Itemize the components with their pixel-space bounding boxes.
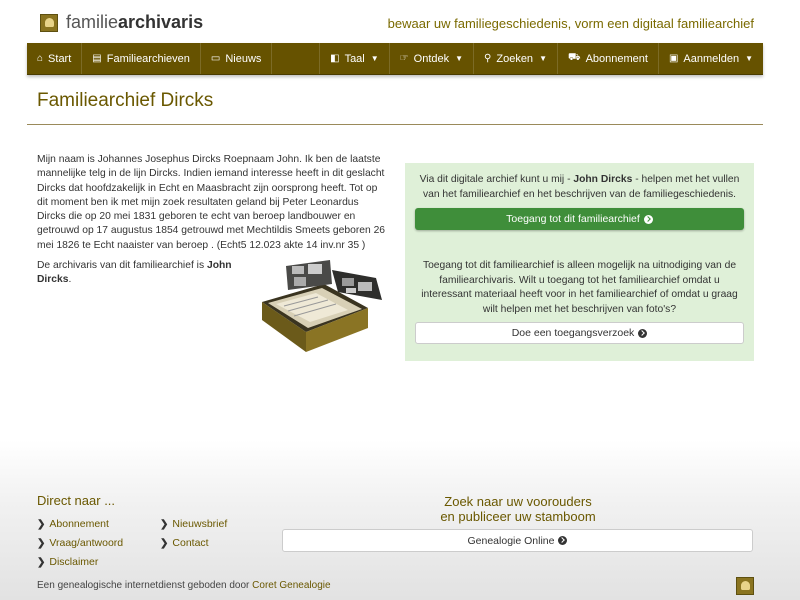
invitation-text: Toegang tot dit familiearchief is alleen mogelijk na uitnodiging van de familiearchivaris. Wilt u toegang tot het familiearchief omdat u interessant materiaal heeft voor in het familiearchief of omdat u graag wilt helpen met het beschrijven van foto's? — [421, 260, 738, 315]
main-navbar — [27, 43, 763, 75]
nav-spacer — [272, 43, 320, 74]
nav-ontdek-label: Ontdek — [413, 52, 450, 65]
nav-taal[interactable] — [320, 43, 390, 74]
page-title: Familiearchief Dircks — [37, 90, 214, 111]
tagline: bewaar uw familiegeschiedenis, vorm een digitaal familiearchief — [387, 16, 754, 31]
circle-arrow-right-icon — [638, 329, 647, 338]
nav-familiearchieven-label: Familiearchieven — [106, 52, 190, 65]
home-icon: ⌂ — [37, 53, 44, 64]
access-archive-button[interactable] — [415, 208, 744, 230]
nav-taal-label: Taal — [344, 52, 365, 65]
genealogie-online-button-label: Genealogie Online — [467, 534, 555, 547]
lock-icon: ▣ — [668, 53, 679, 64]
language-icon: ◧ — [330, 53, 340, 64]
title-divider — [27, 124, 763, 125]
footer-link-abonnement[interactable]: ❯ Abonnement — [37, 518, 109, 530]
newspaper-icon: ▭ — [210, 53, 221, 64]
chevron-right-icon: ❯ — [160, 537, 169, 549]
hand-pointer-icon: ☞ — [399, 53, 409, 64]
top-header — [0, 0, 800, 43]
footer-credit: Een genealogische internetdienst geboden door Coret Genealogie — [37, 580, 331, 591]
footer-link-vraag-antwoord[interactable]: ❯ Vraag/antwoord — [37, 537, 124, 549]
chevron-right-icon: ❯ — [37, 537, 46, 549]
nav-zoeken-label: Zoeken — [496, 52, 534, 65]
nav-ontdek[interactable] — [390, 43, 474, 74]
circle-arrow-right-icon — [558, 536, 567, 545]
footer — [0, 440, 800, 600]
archivist-text: De archivaris van dit familiearchief is John Dircks. — [37, 260, 232, 286]
nav-abonnement[interactable] — [558, 43, 659, 74]
genealogie-online-button[interactable] — [282, 529, 753, 552]
intro-text: Mijn naam is Johannes Josephus Dircks Roepnaam John. Ik ben de laatste mannelijke telg in de lijn Dircks. Indien iemand interesse heeft in dit geslacht Dircks dat hoofdzakelijk in Echt en Maasbracht zijn oorsprong heeft. Tot op dit moment ben ik met mijn zoek resultaten geland bij Peter Leonardus Dircks die op 20 mei 1831 geboren te echt van beroep landbouwer en getrouwd op 17 augustus 1854 getrouwd met Mechtildis Smeets geboren 26 mei 1826 te Echt naaister van beroep . (Echt5 12.023 akte 14 inv.nr 35 ) — [37, 154, 386, 251]
brand-logo[interactable] — [40, 12, 203, 33]
cart-icon: ⛟ — [567, 52, 581, 63]
footer-link-disclaimer[interactable]: ❯ Disclaimer — [37, 556, 99, 568]
nav-nieuws[interactable] — [201, 43, 273, 74]
search-ancestors-title: Zoek naar uw voorouders en publiceer uw stamboom — [440, 494, 596, 524]
chevron-down-icon: ▼ — [539, 54, 547, 63]
brand-name: familiearchivaris — [66, 12, 204, 32]
nav-aanmelden-label: Aanmelden — [683, 52, 740, 65]
tree-logo-icon — [40, 14, 58, 32]
nav-nieuws-label: Nieuws — [225, 52, 262, 65]
book-icon: ▤ — [92, 53, 102, 64]
tree-logo-icon[interactable] — [736, 577, 754, 595]
nav-aanmelden[interactable] — [659, 43, 763, 74]
search-icon: ⚲ — [484, 53, 492, 64]
nav-start-label: Start — [48, 52, 72, 65]
archive-box-image — [258, 258, 386, 354]
access-archive-button-label: Toegang tot dit familiearchief — [506, 213, 640, 225]
archivist-name: John Dircks — [37, 260, 232, 286]
chevron-down-icon: ▼ — [745, 54, 753, 63]
footer-link-contact[interactable]: ❯ Contact — [160, 537, 209, 549]
chevron-down-icon: ▼ — [370, 54, 379, 63]
chevron-right-icon: ❯ — [160, 518, 169, 530]
access-request-button[interactable] — [415, 322, 744, 344]
chevron-right-icon: ❯ — [37, 518, 46, 530]
coret-genealogie-link[interactable]: Coret Genealogie — [252, 580, 331, 591]
direct-links-title: Direct naar ... — [37, 493, 116, 508]
nav-zoeken[interactable] — [474, 43, 558, 74]
chevron-right-icon: ❯ — [37, 556, 46, 568]
circle-arrow-right-icon — [644, 215, 653, 224]
footer-link-nieuwsbrief[interactable]: ❯ Nieuwsbrief — [160, 518, 228, 530]
access-intro-text: Via dit digitale archief kunt u mij - John Dircks - helpen met het vullen van het familiearchief en het beschrijven van de familiegeschiedenis. — [419, 174, 740, 200]
nav-abonnement-label: Abonnement — [585, 52, 648, 65]
chevron-down-icon: ▼ — [455, 54, 464, 63]
nav-start[interactable] — [27, 43, 82, 74]
access-panel — [405, 163, 754, 361]
access-archivist-name: John Dircks — [573, 174, 633, 185]
access-request-button-label: Doe een toegangsverzoek — [511, 327, 635, 339]
nav-familiearchieven[interactable] — [82, 43, 201, 74]
